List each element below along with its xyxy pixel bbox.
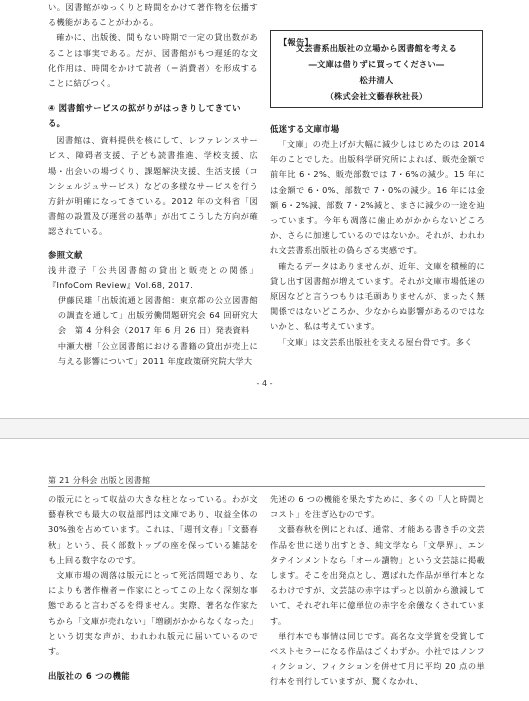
right-section-heading: 低迷する文庫市場 xyxy=(270,124,340,134)
running-header: 第 21 分科会 出版と図書館 xyxy=(48,476,151,485)
section-4-heading: ④ 図書館サービスの拡がりがはっきりしてきている。 xyxy=(48,103,241,129)
header-divider xyxy=(48,486,485,487)
right-paragraph-1: 「文庫」の売上げが大幅に減少しはじめたのは 2014 年のことでした。出版科学研究所によれば、販売金額で前年比 6・2%、販売部数では 7・6%の減少。15 年には金額で 6・0%、部数で 7・0%の減少。16 年には金額 6・2%減、部数 7・2%減と、まさに減少の一途を辿っています。今年も凋落に歯止めがかからないどころか、さらに加速しているのではないか。それが、われわれ文芸書系出版社の偽らざる実感です。 xyxy=(270,139,485,256)
reference-item: 中瀬大樹「公立図書館における書籍の貸出が売上に与える影響について」2011 年度政策研究院大学大 xyxy=(57,340,258,366)
page-number: - 4 - xyxy=(256,379,273,388)
right-paragraph-2: 確たるデータはありませんが、近年、文庫を積極的に貸し出す図書館が増えています。それが文庫市場低迷の原因などと言うつもりは毛頭ありませんが、まったく無関係ではないどころか、少なからぬ影響があるのではないかと、私は考えています。 xyxy=(270,260,485,332)
report-tag: 【報告】 xyxy=(279,37,313,47)
page2-left-column xyxy=(48,492,258,684)
left-paragraph-1: 確かに、出版後、間もない時期で一定の貸出数があることは事実である。だが、図書館がもつ遅延的な文化作用は、時間をかけて読者（＝消費者）を形成することに結びつく。 xyxy=(48,32,258,89)
page2-right-paragraph-3: 単行本でも事情は同じです。高名な文学賞を受賞してベストセラーになる作品はごくわずか。小社ではノンフィクション、フィクションを併せて月に平均 20 点の単行本を刊行していますが、驚くなかれ、 xyxy=(270,630,485,687)
reference-item: 浅井澄子「公共図書館の貸出と販売との関係」『InfoCom Review』Vol.68, 2017. xyxy=(48,264,258,290)
page2-left-heading: 出版社の 6 つの機能 xyxy=(48,671,130,682)
page2-right-column xyxy=(270,492,485,690)
right-column xyxy=(270,122,485,350)
page2-left-paragraph-1: の版元にとって収益の大きな柱となっている。わが文藝春秋でも最大の収益部門は文庫であり、収益全体の 30%強を占めています。これは、「週刊文春」「文藝春秋」という、長く部数トップの座を保っている雑誌をも上回る数字なのです。 xyxy=(48,494,258,565)
page2-right-paragraph-2: 文藝春秋を例にとれば、通常、才能ある書き手の文芸作品を世に送り出すとき、純文学なら「文學界」、エンタテインメントなら「オール讀物」という文芸誌に掲載します。そこを出発点とし、選ばれた作品が単行本となるわけですが、文芸誌の赤字はずっと以前から激減していて、それぞれ年に億単位の赤字を余儀なくされています。 xyxy=(270,524,485,626)
page2-right-paragraph-1: 先述の 6 つの機能を果たすために、多くの「人と時間とコスト」を注ぎ込むのです。 xyxy=(270,494,486,520)
left-paragraph-2: 図書館は、資料提供を核にして、レファレンスサービス、障碍者支援、子ども読書推進、学校支援、広場・出会いの場づくり、課題解決支援、生活支援（コンシェルジュサービス）などの多様なサービスを行う方針が明確になってきている。2012 年の文科省「図書館の設置及び運営の基準」が出てこうした方向が確認されている。 xyxy=(48,135,258,237)
left-intro-paragraph: い。図書館がゆっくりと時間をかけて著作物を伝播する機能があることがわかる。 xyxy=(48,2,258,28)
report-author: 松井清人 xyxy=(359,75,394,85)
report-title: 文芸書系出版社の立場から図書館を考える xyxy=(295,43,458,53)
left-column xyxy=(48,0,258,369)
page2-left-paragraph-2: 文庫市場の凋落は版元にとって死活問題であり、なによりも著作権者＝作家にとってこの上なく深刻な事態であると言わざるを得ません。実際、著名な作家たちから「文庫が売れない」「増刷がかからなくなった」という切実な声が、われわれ版元に届いているのです。 xyxy=(48,570,258,657)
report-author-affiliation: （株式会社文藝春秋社長） xyxy=(325,91,428,101)
report-subtitle: ―文庫は借りずに買ってください― xyxy=(308,59,445,69)
right-paragraph-3: 「文庫」は文芸系出版社を支える屋台骨です。多く xyxy=(278,336,473,347)
reference-item: 伊藤民雄「出版流通と図書館：東京都の公立図書館の調査を通して」出版労働問題研究会 64 回研究大会 第 4 分科会（2017 年 6 月 26 日）発表資料 xyxy=(57,295,258,336)
report-title-box xyxy=(270,30,483,108)
references-heading: 参照文献 xyxy=(48,249,83,260)
